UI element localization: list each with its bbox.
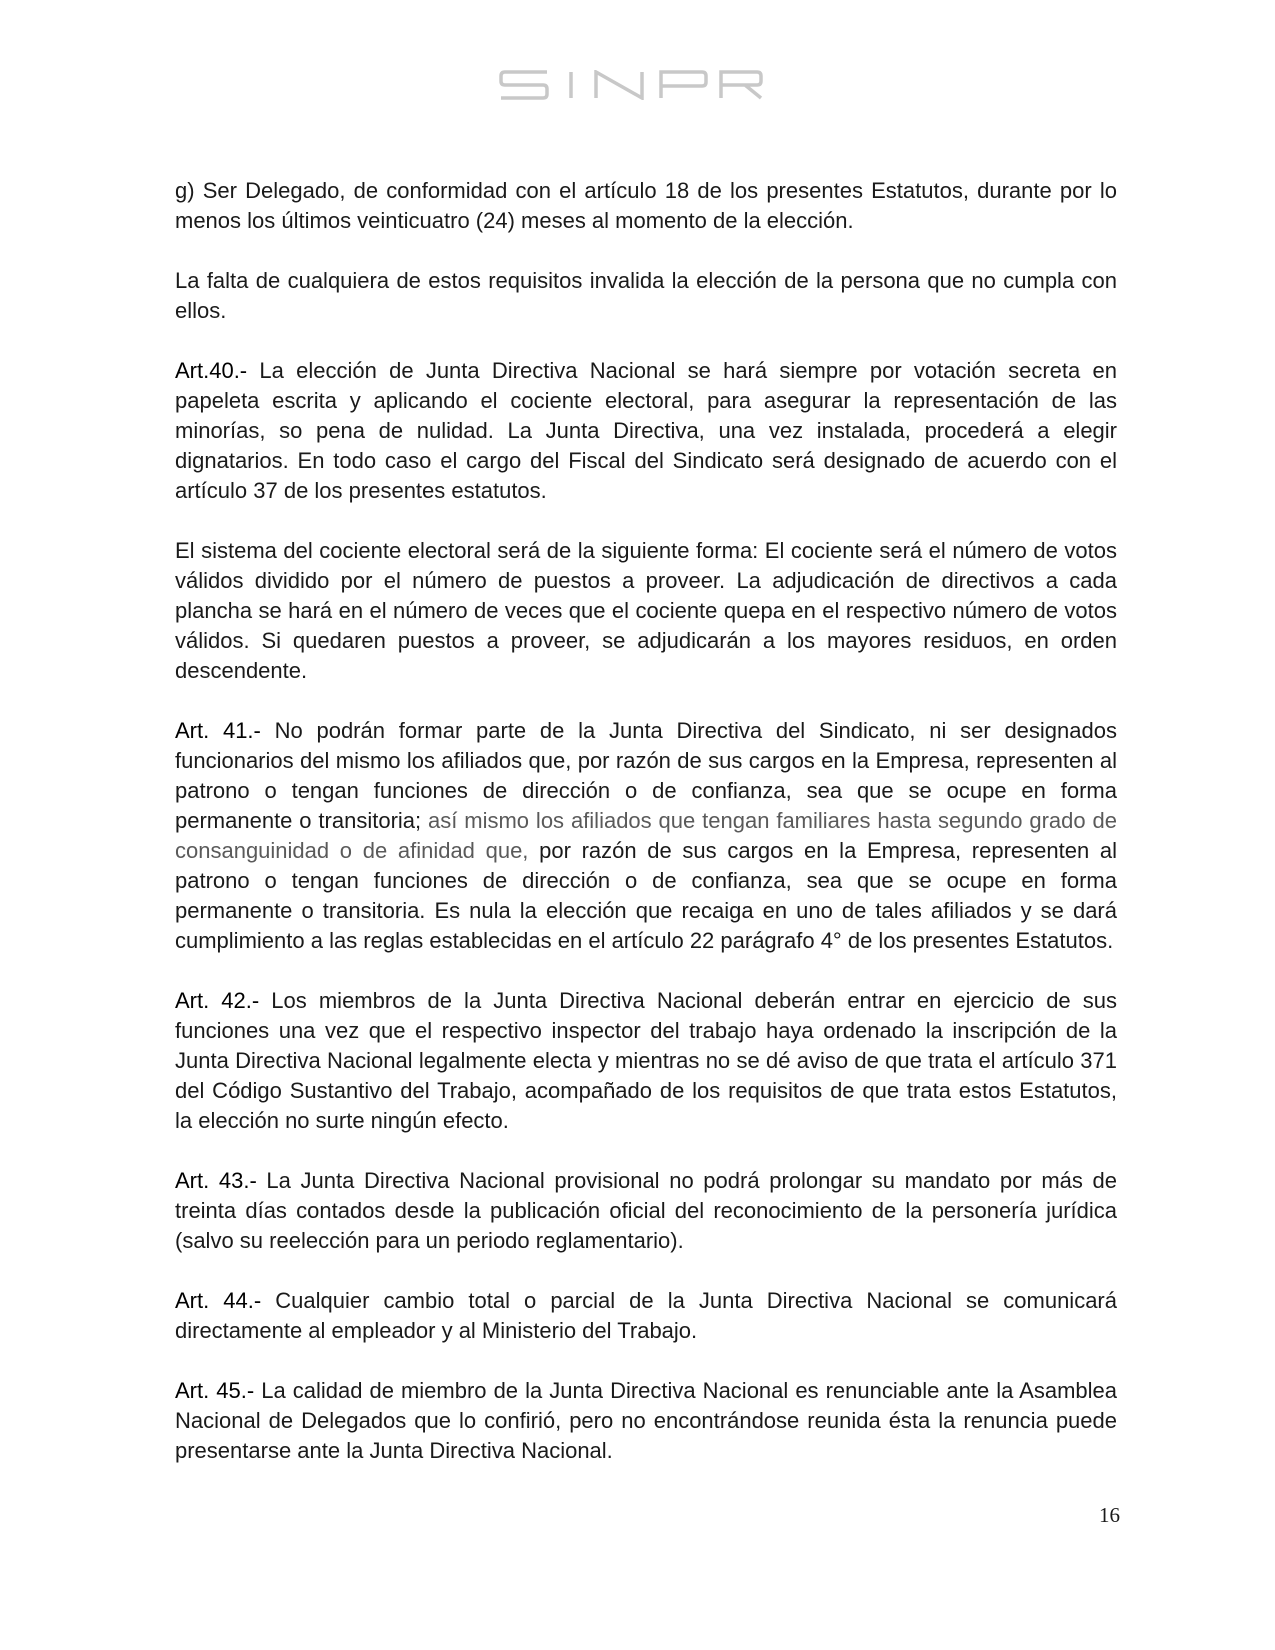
article-40 — [175, 356, 1117, 506]
article-43 — [175, 1166, 1117, 1256]
article-label: Art. 41.- — [175, 718, 261, 743]
article-42 — [175, 986, 1117, 1136]
article-text: Cualquier cambio total o parcial de la Junta Directiva Nacional se comunicará directamente al empleador y al Ministerio del Trabajo. — [175, 1288, 1117, 1343]
page-number: 16 — [1099, 1503, 1120, 1527]
paragraph-text: El sistema del cociente electoral será de la siguiente forma: El cociente será el número de votos válidos dividido por el número de puestos a proveer. La adjudicación de directivos a cada plancha se hará en el número de veces que el cociente quepa en el respectivo número de votos válidos. Si quedaren puestos a proveer, se adjudicarán a los mayores residuos, en orden descendente. — [175, 538, 1117, 683]
article-text: Los miembros de la Junta Directiva Nacional deberán entrar en ejercicio de sus funciones una vez que el respectivo inspector del trabajo haya ordenado la inscripción de la Junta Directiva Nacional legalmente electa y mientras no se dé aviso de que trata el artículo 371 del Código Sustantivo del Trabajo, acompañado de los requisitos de que trata estos Estatutos, la elección no surte ningún efecto. — [175, 988, 1117, 1133]
article-label: Art.40.- — [175, 358, 248, 383]
article-45 — [175, 1376, 1117, 1466]
article-label: Art. 42.- — [175, 988, 260, 1013]
article-text: por razón de sus cargos en la Empresa, representen al patrono o tengan funciones de dirección o de confianza, sea que se ocupe en forma permanente o transitoria. Es nula la elección que recaiga en uno de tales afiliados y se dará cumplimiento a las reglas establecidas en el artículo 22 parágrafo 4° de los presentes Estatutos. — [175, 838, 1117, 953]
article-text-highlight: así mismo los afiliados que tengan familiares hasta segundo grado de consanguinidad o de afinidad que, — [175, 808, 1117, 863]
sinpro-logo — [499, 70, 781, 100]
paragraph-item-g — [175, 176, 1117, 236]
paragraph-text: La falta de cualquiera de estos requisitos invalida la elección de la persona que no cumpla con ellos. — [175, 268, 1117, 323]
article-44 — [175, 1286, 1117, 1346]
document-body — [175, 176, 1117, 1466]
article-text: La elección de Junta Directiva Nacional se hará siempre por votación secreta en papeleta escrita y aplicando el cociente electoral, para asegurar la representación de las minorías, so pena de nulidad. La Junta Directiva, una vez instalada, procederá a elegir dignatarios. En todo caso el cargo del Fiscal del Sindicato será designado de acuerdo con el artículo 37 de los presentes estatutos. — [175, 358, 1117, 503]
article-text: La calidad de miembro de la Junta Directiva Nacional es renunciable ante la Asamblea Nacional de Delegados que lo confirió, pero no encontrándose reunida ésta la renuncia puede presentarse ante la Junta Directiva Nacional. — [175, 1378, 1117, 1463]
article-label: Art. 44.- — [175, 1288, 262, 1313]
article-label: Art. 43.- — [175, 1168, 257, 1193]
article-label: Art. 45.- — [175, 1378, 255, 1403]
article-text: No podrán formar parte de la Junta Directiva del Sindicato, ni ser designados funcionarios del mismo los afiliados que, por razón de sus cargos en la Empresa, representen al patrono o tengan funciones de dirección o de confianza, sea que se ocupe en forma permanente o transitoria; — [175, 718, 1117, 833]
paragraph-requirements-note — [175, 266, 1117, 326]
article-41 — [175, 716, 1117, 956]
paragraph-text: g) Ser Delegado, de conformidad con el artículo 18 de los presentes Estatutos, durante por lo menos los últimos veinticuatro (24) meses al momento de la elección. — [175, 178, 1117, 233]
paragraph-cociente-electoral — [175, 536, 1117, 686]
article-text: La Junta Directiva Nacional provisional no podrá prolongar su mandato por más de treinta días contados desde la publicación oficial del reconocimiento de la personería jurídica (salvo su reelección para un periodo reglamentario). — [175, 1168, 1118, 1253]
